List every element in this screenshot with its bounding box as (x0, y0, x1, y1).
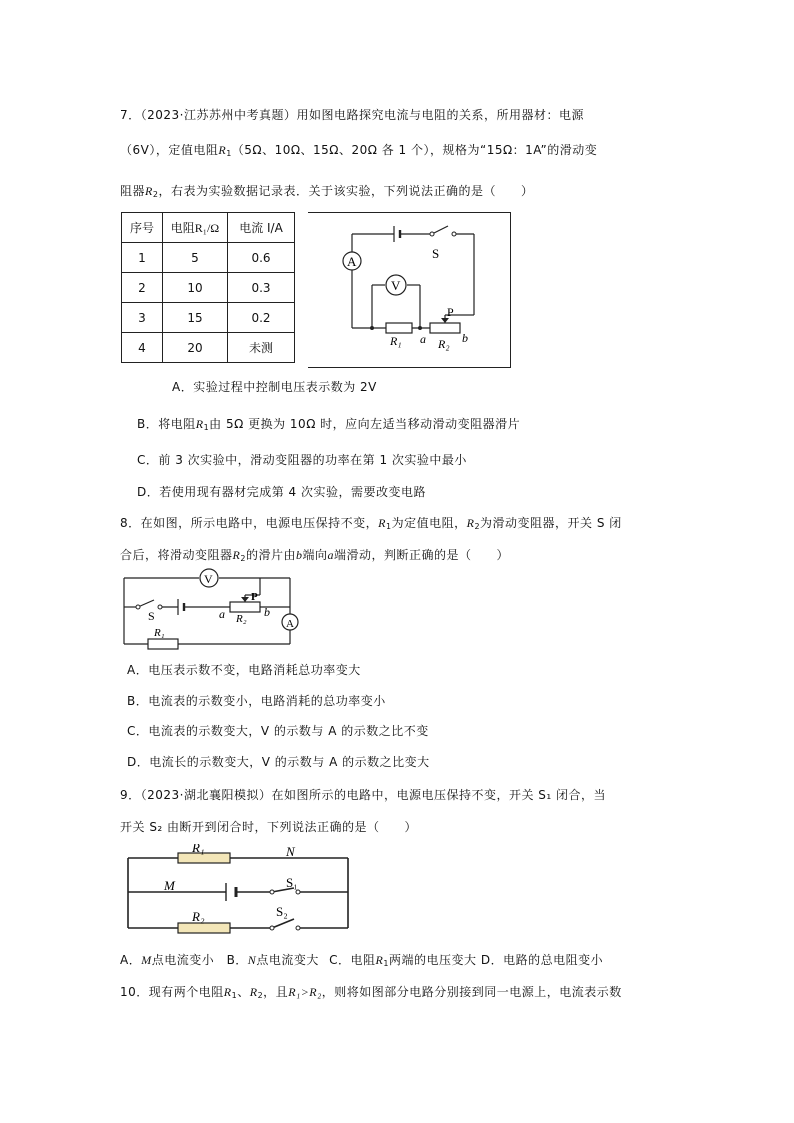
resistor-r1 (148, 639, 178, 649)
switch-s2-label: S₂ (276, 904, 288, 919)
battery-icon (178, 599, 184, 615)
q9-stem-line1: 9．（2023·湖北襄阳模拟）在如图所示的电路中，电源电压保持不变，开关 S₁ 闭合，当 (120, 788, 607, 802)
table-row: 1 5 0.6 (122, 243, 295, 273)
ammeter-label: A (286, 618, 294, 630)
table-row: 4 20 未测 (122, 333, 295, 363)
rheostat-r2 (430, 323, 460, 333)
slider-arrow-icon (241, 597, 249, 602)
battery-icon (226, 883, 236, 901)
slider-label: P (447, 305, 454, 319)
table-row: 2 10 0.3 (122, 273, 295, 303)
q8-option-a[interactable]: A．电压表示数不变，电路消耗总功率变大 (127, 663, 361, 677)
q7-stem-line3: 阻器$R_2$，右表为实验数据记录表．关于该实验，下列说法正确的是（ ） (120, 184, 534, 199)
slider-label: P (251, 591, 258, 603)
q9-option-b[interactable]: B．N点电流变大 (226, 953, 319, 967)
ammeter-label: A (347, 254, 357, 269)
q9-option-c[interactable]: C．电阻$R_1$两端的电压变大 (329, 953, 477, 968)
end-b-label: b (462, 331, 468, 345)
r2-label: R₂ (236, 613, 247, 625)
point-m-label: M (164, 878, 175, 893)
end-a-label: a (420, 332, 426, 346)
rheostat-r2 (230, 602, 260, 612)
resistor-r1 (386, 323, 412, 333)
q7-option-a[interactable]: A．实验过程中控制电压表示数为 2V (172, 380, 377, 394)
q7-data-table (121, 212, 295, 363)
point-n-label: N (286, 844, 295, 859)
q7-option-d[interactable]: D．若使用现有器材完成第 4 次实验，需要改变电路 (137, 485, 427, 499)
q8-stem-line1: 8．在如图，所示电路中，电源电压保持不变，$R_1$为定值电阻，$R_2$为滑动变阻器，开关 S 闭 (120, 516, 622, 531)
resistor-r2 (178, 923, 230, 933)
switch-s1-label: S₁ (286, 875, 298, 890)
table-header-row: 序号 电阻R₁/Ω 电流 I/A (122, 213, 295, 243)
q8-circuit-diagram (118, 568, 308, 650)
q9-circuit-diagram (122, 844, 354, 934)
end-b-label: b (264, 605, 270, 619)
q8-option-c[interactable]: C．电流表的示数变大，V 的示数与 A 的示数之比不变 (127, 724, 429, 738)
switch-contact (452, 232, 456, 236)
r2-label: R₂ (192, 909, 205, 924)
r1-label: R₁ (192, 844, 205, 855)
q9-option-a[interactable]: A．M点电流变小 (120, 953, 215, 967)
end-a-label: a (219, 607, 225, 621)
q7-circuit-diagram (308, 212, 511, 368)
q10-stem-line1: 10．现有两个电阻$R_1$、$R_2$，且R₁>R₂，则将如图部分电路分别接到同一电源上，电流表示数 (120, 985, 622, 1000)
q8-stem-line2: 合后，将滑动变阻器$R_2$的滑片由b端向a端滑动，判断正确的是（ ） (120, 548, 509, 563)
q8-option-b[interactable]: B．电流表的示数变小，电路消耗的总功率变小 (127, 694, 386, 708)
q7-stem-line2: （6V），定值电阻$R_1(5\Omega$、10Ω、15Ω、20Ω 各 1 个），规格为“15Ω：1A”的滑动变 (120, 143, 598, 158)
q9-stem-line2: 开关 S₂ 由断开到闭合时，下列说法正确的是（ ） (120, 820, 418, 834)
switch-contact (430, 232, 434, 236)
switch-label: S (148, 609, 155, 623)
q8-option-d[interactable]: D．电流长的示数变大，V 的示数与 A 的示数之比变大 (127, 755, 430, 769)
table-row: 3 15 0.2 (122, 303, 295, 333)
voltmeter-label: V (204, 572, 213, 586)
q9-option-d[interactable]: D．电路的总电阻变小 (480, 953, 604, 967)
voltmeter-label: V (391, 278, 401, 293)
q7-option-b[interactable]: B．将电阻$R_1$由 5Ω 更换为 10Ω 时，应向左适当移动滑动变阻器滑片 (137, 417, 521, 432)
r2-label: R₂ (438, 337, 450, 351)
battery-icon (394, 226, 400, 242)
q7-stem-line1: 7．（2023·江苏苏州中考真题）用如图电路探究电流与电阻的关系，所用器材：电源 (120, 108, 584, 122)
q9-options (120, 951, 603, 968)
switch-label: S (432, 246, 440, 261)
r1-label: R₁ (154, 627, 165, 639)
r1-label: R₁ (390, 334, 402, 348)
q7-option-c[interactable]: C．前 3 次实验中，滑动变阻器的功率在第 1 次实验中最小 (137, 453, 467, 467)
